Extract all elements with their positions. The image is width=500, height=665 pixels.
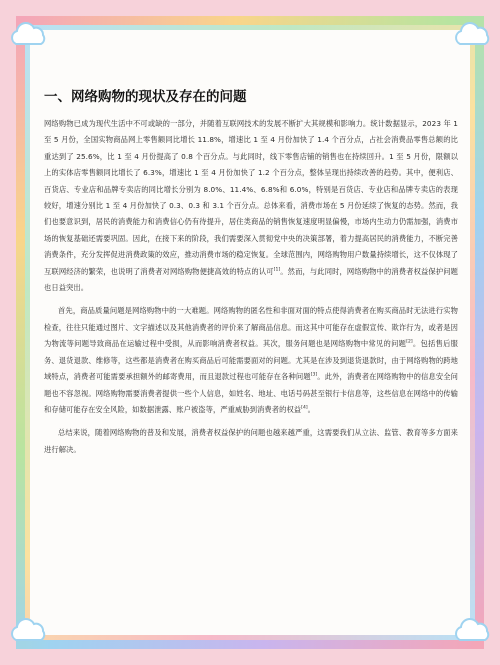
- paragraph-text: 。此外，消费者在网络购物中的信息安全问题也不容忽视。网络购物需要消费者提供一些个人信息，如姓名、地址、电话号码甚至银行卡信息等，这些信息在网络中的传输和存储可能存在安全风险，如数据泄露、账户被盗等，严重威胁到消费者的权益: [44, 372, 459, 414]
- paragraph-text: 。包括售后服务、退货退款、维修等，这些都是消费者在购买商品后可能需要面对的问题。尤其是在涉及到退货退款时，由于网络购物的跨地域特点，消费者可能需要承担额外的邮寄费用，而且退款过程也可能存在各种问题: [44, 339, 458, 382]
- paragraph-summary: [44, 425, 458, 458]
- paragraph-text: 。: [307, 404, 316, 414]
- paragraph-text: 首先，商品质量问题是网络购物中的一大难题。网络购物的匿名性和非面对面的特点使得消费者在购买商品时无法进行实物检查，往往只能通过图片、文字描述以及其他消费者的评价来了解商品信息。而这其中可能存在虚假宣传、欺诈行为，或者是因为物流等问题导致商品在运输过程中受损，从而影响消费者权益。其次，服务问题也是网络购物中常见的问题: [44, 306, 458, 349]
- paragraph-text: 。然而，与此同时，网络购物中的消费者权益保护问题也日益突出。: [44, 266, 458, 293]
- citation-ref: [1]: [273, 267, 281, 273]
- paragraph-text: 总结来说，随着网络购物的普及和发展，消费者权益保护的问题也越来越严重，这需要我们从立法、监管、教育等多方面来进行解决。: [44, 428, 458, 454]
- cloud-icon: [452, 616, 492, 646]
- cloud-icon: [8, 616, 48, 646]
- paragraph-text: 网络购物已成为现代生活中不可或缺的一部分，并随着互联网技术的发展不断扩大其规模和影响力。统计数据显示，2023 年 1 至 5 月份，全国实物商品网上零售额同比增长 11.8%，增速比 1 至 4 月份加快了 1.4 个百分点，占社会消费品零售总额的比重达到了 25.6%，比 1 至 4 月份提高了 0.8 个百分点。与此同时，线下零售店铺的销售也在持续回升。1 至 5 月份，限额以上的实体店零售额同比增长了 6.3%，增速比 1 至 4 月份加快了 1.2 个百分点，整体呈现出持续改善的趋势。其中，便利店、百货店、专业店和品牌专卖店的同比增长分别为 8.0%、11.4%、6.8%和 6.0%，特别是百货店、专业店和品牌专卖店的表现较好，增速分别比 1 至 4 月份加快了 0.3、0.3 和 3.1 个百分点。总体来看，消费市场在 5 月份延续了恢复的态势。然而，我们也要意识到，居民的消费能力和消费信心仍有待提升，居住类商品的销售恢复速度明显偏慢，市场内生动力仍需加强，消费市场的恢复基础还需要巩固。因此，在接下来的阶段，我们需要深入贯彻党中央的决策部署，着力提高居民的消费能力，不断完善消费条件，充分发挥促进消费政策的效应，推动消费市场的稳定恢复。全球范围内，网络购物用户数量持续增长，这不仅体现了互联网经济的繁荣，也说明了消费者对网络购物便捷高效的特点的认可: [44, 119, 458, 276]
- paragraph-problems: [44, 303, 458, 418]
- cloud-icon: [452, 20, 492, 50]
- paragraph-intro: [44, 116, 458, 296]
- citation-ref: [3]: [310, 372, 318, 378]
- document-body: [44, 88, 458, 465]
- citation-ref: [2]: [406, 339, 413, 345]
- citation-ref: [4]: [301, 405, 308, 411]
- cloud-icon: [8, 20, 48, 50]
- section-heading: 一、网络购物的现状及存在的问题: [44, 89, 247, 105]
